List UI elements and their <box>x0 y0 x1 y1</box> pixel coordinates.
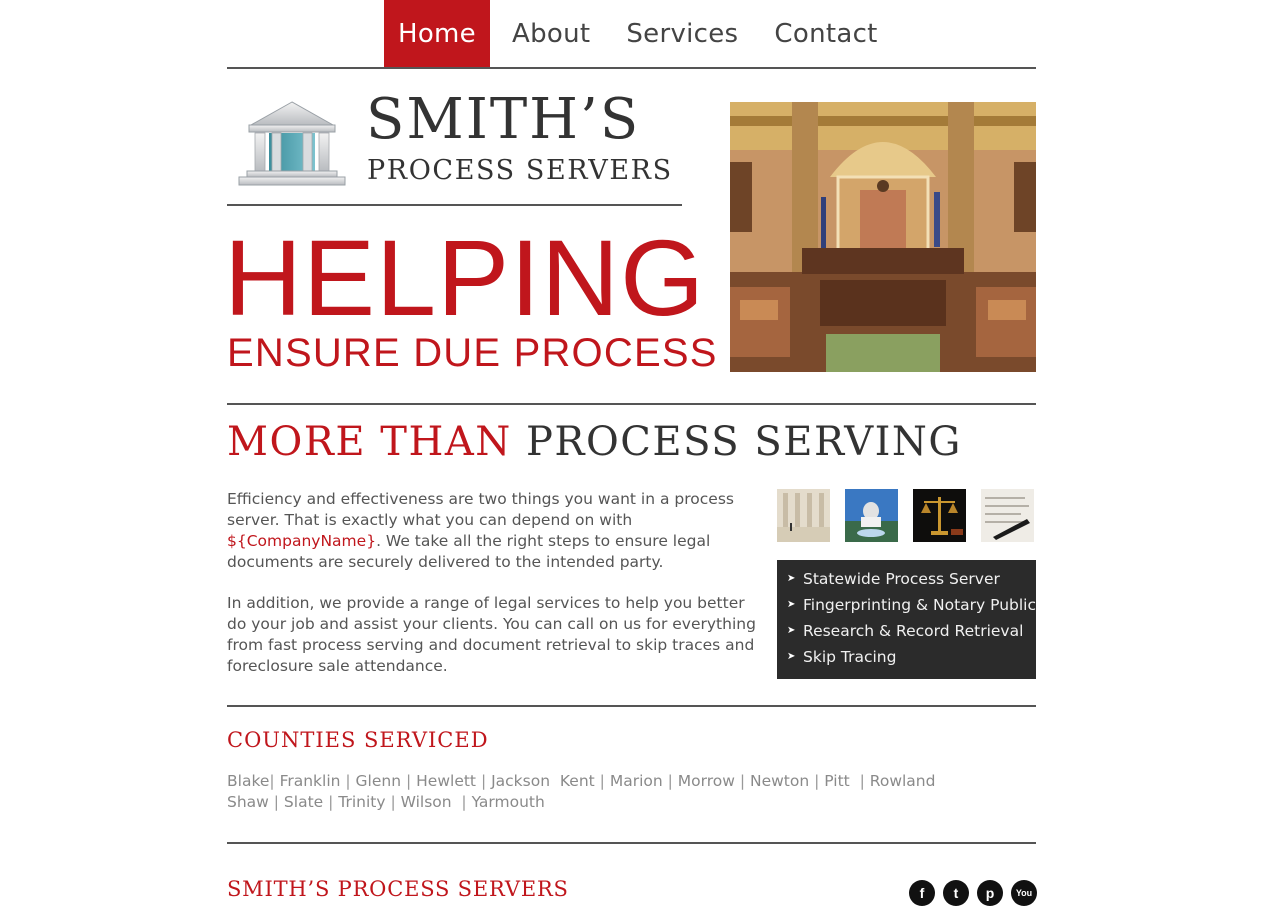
thumbnail-row <box>777 489 1034 542</box>
nav-divider <box>227 67 1036 69</box>
intro-text-b: . We take all the right steps to ensure legal documents are securely delivered to the intended party. <box>227 532 711 571</box>
county-separator: | <box>594 772 610 790</box>
counties-line-2 <box>227 792 1017 813</box>
county-separator: | <box>734 772 750 790</box>
main-nav <box>384 0 900 68</box>
county-name[interactable]: Franklin <box>279 772 341 790</box>
intro-paragraph-1 <box>227 489 767 573</box>
nav-item-about[interactable]: About <box>511 19 591 49</box>
heading-dark: PROCESS SERVING <box>525 419 962 465</box>
county-separator: | <box>268 793 284 811</box>
hero-subheadline: ENSURE DUE PROCESS <box>227 331 718 375</box>
counties-list <box>227 771 1017 813</box>
footer-divider <box>227 842 1036 844</box>
county-name[interactable]: Morrow <box>677 772 735 790</box>
document-pen-thumb[interactable] <box>981 489 1034 542</box>
bullet-arrow-icon: ➤ <box>787 651 796 662</box>
service-statewide-process[interactable] <box>787 569 1036 595</box>
county-separator: | <box>476 772 492 790</box>
section-heading <box>227 419 962 465</box>
county-name[interactable]: Newton <box>750 772 810 790</box>
service-fingerprinting-notary[interactable] <box>787 595 1036 621</box>
county-separator <box>550 772 560 790</box>
social-links <box>909 880 1037 906</box>
section-divider <box>227 403 1036 405</box>
county-name[interactable]: Yarmouth <box>471 793 545 811</box>
intro-text-a: Efficiency and effectiveness are two things you want in a process server. That is exactly what you can depend on with <box>227 490 734 529</box>
nav-item-home[interactable]: Home <box>384 0 490 68</box>
county-separator: | <box>340 772 356 790</box>
nav-item-services[interactable]: Services <box>626 19 739 49</box>
pinterest-icon[interactable]: p <box>977 880 1003 906</box>
county-separator: | <box>401 772 417 790</box>
hero-headline: HELPING <box>224 217 706 338</box>
scales-of-justice-thumb[interactable] <box>913 489 966 542</box>
bullet-arrow-icon: ➤ <box>787 625 796 636</box>
capitol-fountain-thumb[interactable] <box>845 489 898 542</box>
county-name[interactable]: Hewlett <box>416 772 477 790</box>
county-name[interactable]: Slate <box>283 793 324 811</box>
county-separator: | <box>662 772 678 790</box>
service-label: Statewide Process Server <box>803 570 1000 588</box>
service-label: Research & Record Retrieval <box>803 622 1024 640</box>
county-name[interactable]: Pitt <box>824 772 850 790</box>
heading-red: MORE THAN <box>227 419 512 465</box>
twitter-icon[interactable]: t <box>943 880 969 906</box>
services-panel <box>777 560 1036 679</box>
nav-item-contact[interactable]: Contact <box>774 19 878 49</box>
county-separator: | <box>809 772 825 790</box>
county-name[interactable]: Kent <box>559 772 595 790</box>
counties-line-1 <box>227 771 1017 792</box>
courtroom-photo <box>730 102 1036 372</box>
service-skip-tracing[interactable] <box>787 647 1036 673</box>
counties-divider <box>227 705 1036 707</box>
bullet-arrow-icon: ➤ <box>787 599 796 610</box>
logo-title: SMITH’S <box>366 87 641 152</box>
county-separator: | <box>323 793 339 811</box>
facebook-icon[interactable]: f <box>909 880 935 906</box>
logo-divider <box>227 204 682 206</box>
county-name[interactable]: Blake <box>227 772 270 790</box>
service-label: Skip Tracing <box>803 648 897 666</box>
courthouse-steps-thumb[interactable] <box>777 489 830 542</box>
county-separator: | <box>269 772 280 790</box>
county-name[interactable]: Jackson <box>491 772 551 790</box>
county-separator: | <box>385 793 401 811</box>
footer-brand: SMITH’S PROCESS SERVERS <box>227 877 569 901</box>
county-name[interactable]: Marion <box>609 772 663 790</box>
county-name[interactable]: Rowland <box>869 772 936 790</box>
courthouse-icon <box>233 100 351 190</box>
intro-paragraph-2: In addition, we provide a range of legal services to help you better do your job and assist your clients. You can call on us for everything from fast process serving and document retrieval to skip traces and foreclosure sale attendance. <box>227 594 756 675</box>
county-name[interactable]: Glenn <box>355 772 402 790</box>
logo-subtitle: PROCESS SERVERS <box>367 155 673 186</box>
bullet-arrow-icon: ➤ <box>787 573 796 584</box>
county-separator: | <box>849 772 870 790</box>
service-label: Fingerprinting & Notary Public <box>803 596 1036 614</box>
county-name[interactable]: Trinity <box>338 793 386 811</box>
service-research-record[interactable] <box>787 621 1036 647</box>
county-name[interactable]: Wilson <box>400 793 452 811</box>
county-name[interactable]: Shaw <box>227 793 269 811</box>
counties-title: COUNTIES SERVICED <box>227 728 489 752</box>
company-name-var: ${CompanyName} <box>227 532 377 550</box>
county-separator: | <box>451 793 472 811</box>
youtube-icon[interactable]: You <box>1011 880 1037 906</box>
